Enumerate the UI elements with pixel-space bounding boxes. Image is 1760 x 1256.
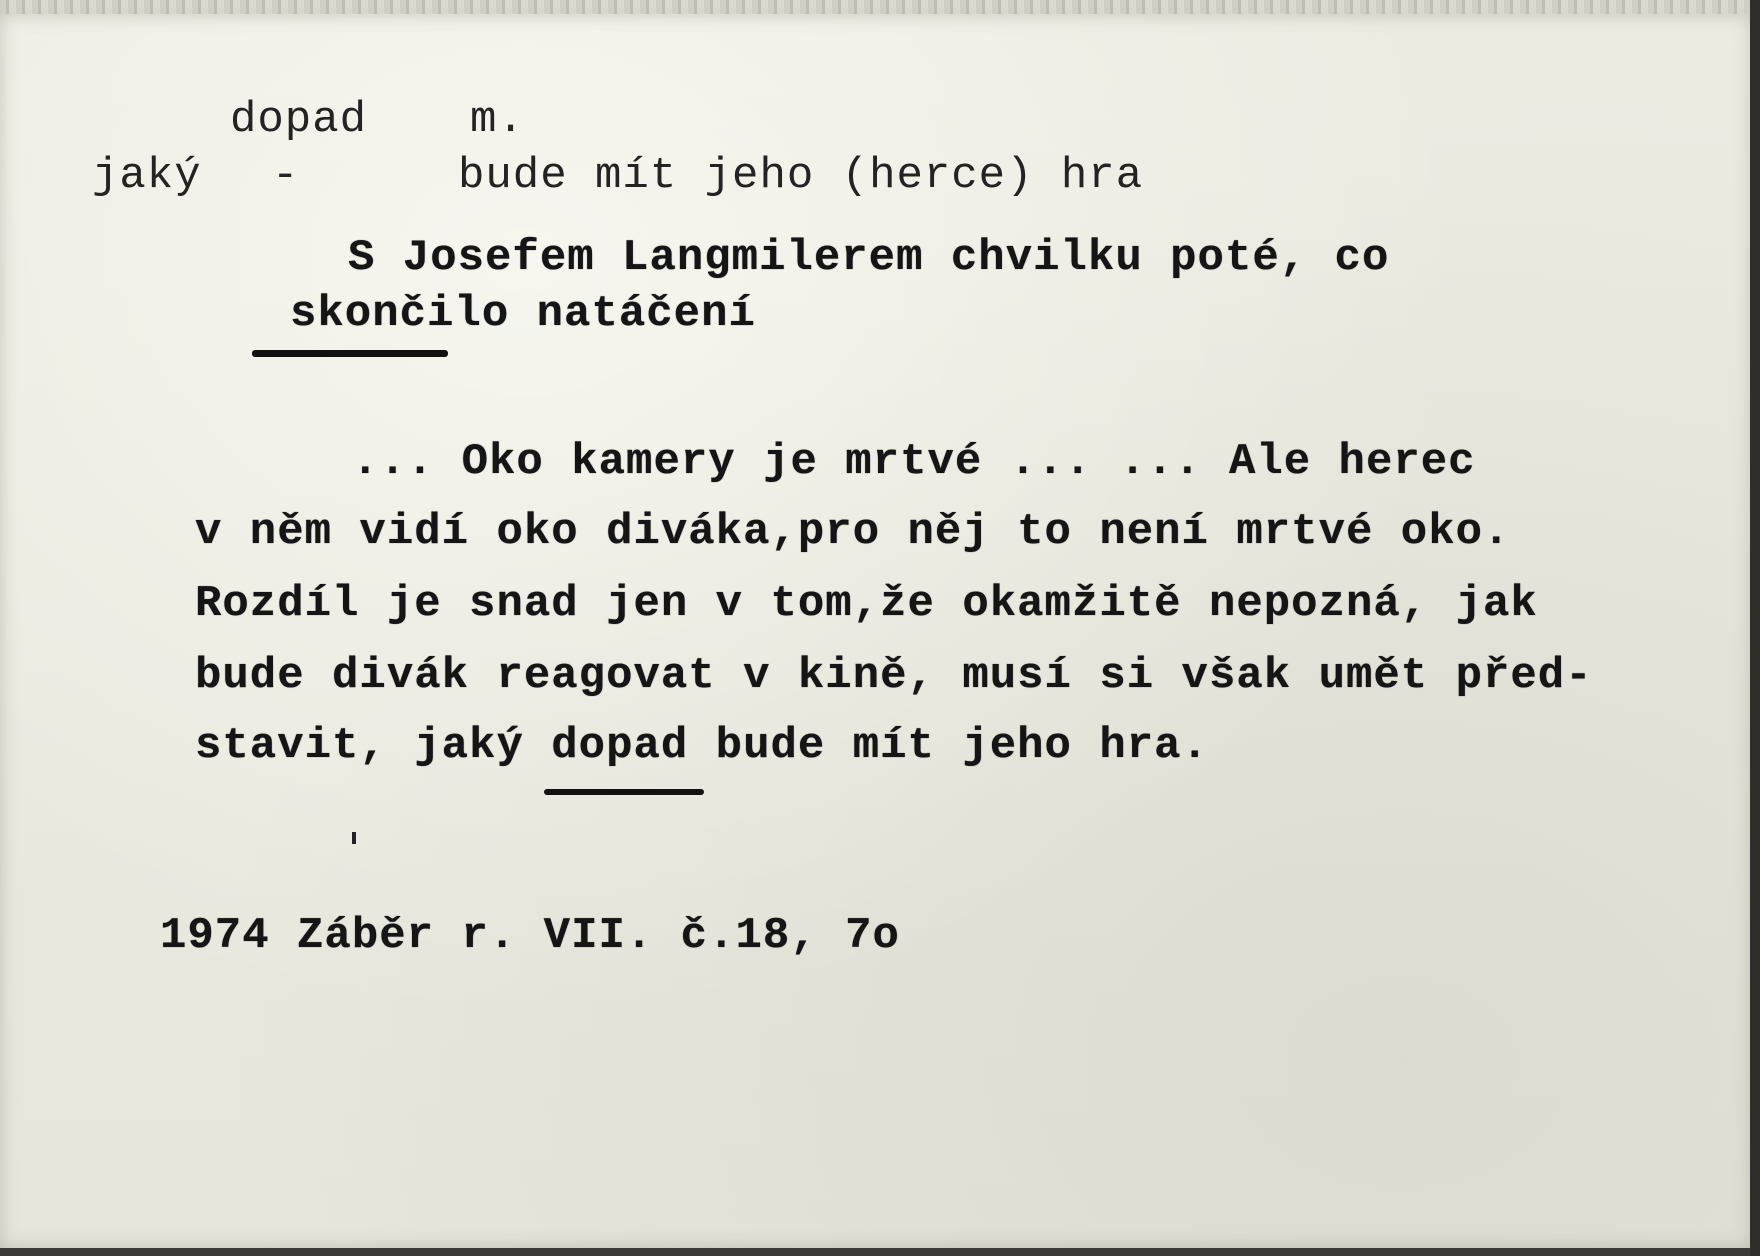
headword-dash: - xyxy=(272,151,300,201)
headword-phrase: bude mít jeho (herce) hra xyxy=(458,151,1144,201)
source-line-1: S Josefem Langmilerem chvilku poté, co xyxy=(348,233,1390,283)
headword-left: jaký xyxy=(92,151,202,201)
source-line-2: skončilo natáčení xyxy=(290,289,756,339)
source-underline xyxy=(252,350,448,357)
card-right-edge xyxy=(1750,0,1760,1256)
headword-above: dopad xyxy=(230,95,368,145)
stray-mark xyxy=(352,832,356,844)
quote-line-5: stavit, jaký dopad bude mít jeho hra. xyxy=(195,721,1209,771)
citation: 1974 Záběr r. VII. č.18, 7o xyxy=(160,911,900,961)
gender-mark: m. xyxy=(470,95,525,145)
quote-line-3: Rozdíl je snad jen v tom,že okamžitě nepozná, jak xyxy=(195,579,1538,629)
index-card xyxy=(0,14,1752,1248)
keyword-underline xyxy=(544,789,704,795)
quote-line-2: v něm vidí oko diváka,pro něj to není mrtvé oko. xyxy=(195,507,1511,557)
quote-line-1: ... Oko kamery je mrtvé ... ... Ale herec xyxy=(352,437,1476,487)
quote-line-4: bude divák reagovat v kině, musí si však umět před- xyxy=(195,651,1593,701)
